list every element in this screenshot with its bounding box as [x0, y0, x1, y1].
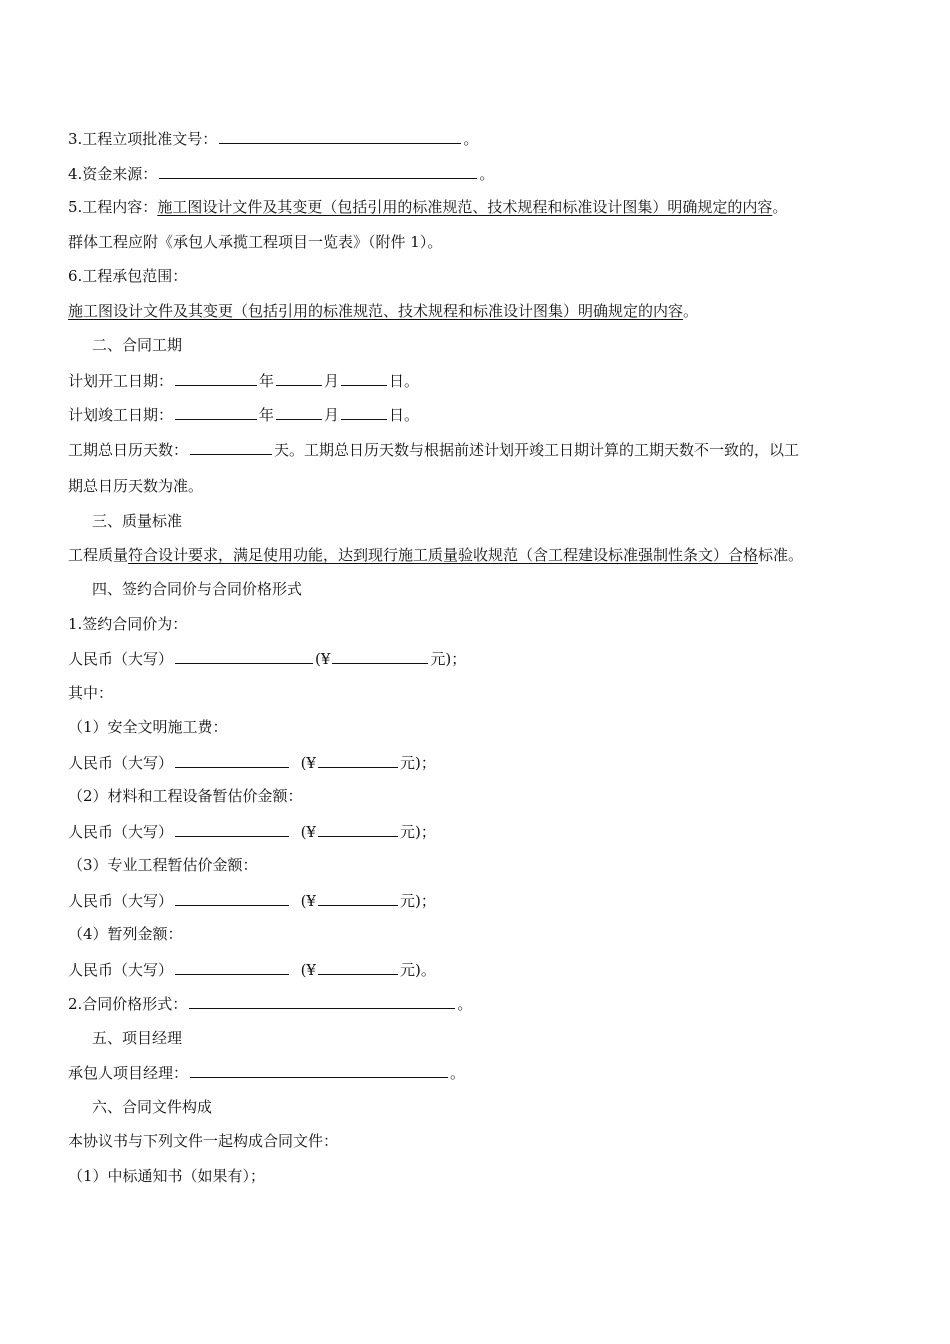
planned-start-label: 计划开工日期： — [68, 372, 174, 390]
safety-fee-title: （1）安全文明施工费： — [68, 718, 228, 736]
price-form-blank — [189, 993, 455, 1009]
contract-price-figures-blank — [332, 648, 428, 664]
planned-start-line: 计划开工日期： 年 月 日。 — [68, 372, 420, 390]
period-heading: 二、合同工期 — [92, 336, 183, 354]
provisional-sum-words-blank — [175, 959, 289, 975]
start-day-blank — [341, 370, 387, 386]
funds-source-blank — [159, 163, 477, 179]
start-year-blank — [175, 370, 257, 386]
finish-month-blank — [276, 404, 322, 420]
specialty-estimate-amount-line: 人民币（大写） (¥ 元)； — [68, 892, 436, 910]
specialty-estimate-figures-blank — [318, 890, 398, 906]
approval-number-line: 3.工程立项批准文号： 。 — [68, 130, 479, 148]
total-days-line: 工期总日历天数： 天。工期总日历天数与根据前述计划开竣工日期计算的工期天数不一致的，以工 — [68, 441, 800, 459]
contract-price-amount-line: 人民币（大写） (¥ 元)； — [68, 650, 467, 668]
quality-standard-text: 符合设计要求，满足使用功能，达到现行施工质量验收规范（含工程建设标准强制性条文）合格 — [128, 546, 759, 564]
price-form-line: 2.合同价格形式： 。 — [68, 995, 473, 1013]
specialty-estimate-title: （3）专业工程暂估价金额： — [68, 856, 258, 874]
total-days-label: 工期总日历天数： — [68, 441, 189, 459]
project-content-text: 施工图设计文件及其变更（包括引用的标准规范、技术规程和标准设计图集）明确规定的内容 — [157, 198, 773, 216]
safety-fee-amount-line: 人民币（大写） (¥ 元)； — [68, 754, 436, 772]
approval-number-label: 3.工程立项批准文号： — [68, 130, 218, 148]
safety-fee-figures-blank — [318, 752, 398, 768]
funds-source-line: 4.资金来源： 。 — [68, 165, 495, 183]
quality-heading: 三、质量标准 — [92, 512, 183, 530]
documents-intro: 本协议书与下列文件一起构成合同文件： — [68, 1132, 339, 1150]
documents-heading: 六、合同文件构成 — [92, 1098, 213, 1116]
total-days-blank — [190, 439, 272, 455]
safety-fee-words-blank — [175, 752, 289, 768]
provisional-sum-figures-blank — [318, 959, 398, 975]
planned-finish-line: 计划竣工日期： 年 月 日。 — [68, 406, 420, 424]
contract-price-words-blank — [175, 648, 313, 664]
quality-standard-line: 工程质量符合设计要求，满足使用功能，达到现行施工质量验收规范（含工程建设标准强制性条文）合格标准。 — [68, 546, 804, 564]
provisional-sum-title: （4）暂列金额： — [68, 925, 183, 943]
manager-heading: 五、项目经理 — [92, 1029, 183, 1047]
project-content-line: 5.工程内容：施工图设计文件及其变更（包括引用的标准规范、技术规程和标准设计图集）明确规定的内容。 — [68, 198, 788, 216]
contract-scope-line: 施工图设计文件及其变更（包括引用的标准规范、技术规程和标准设计图集）明确规定的内容。 — [68, 302, 699, 320]
finish-year-blank — [175, 404, 257, 420]
price-heading: 四、签约合同价与合同价格形式 — [92, 580, 303, 598]
project-manager-blank — [190, 1062, 448, 1078]
material-estimate-words-blank — [175, 821, 289, 837]
finish-day-blank — [341, 404, 387, 420]
funds-source-label: 4.资金来源： — [68, 165, 158, 183]
planned-finish-label: 计划竣工日期： — [68, 406, 174, 424]
material-estimate-figures-blank — [318, 821, 398, 837]
approval-number-blank — [219, 128, 461, 144]
specialty-estimate-words-blank — [175, 890, 289, 906]
group-project-note: 群体工程应附《承包人承揽工程项目一览表》（附件 1）。 — [68, 233, 443, 251]
among-label: 其中： — [68, 684, 114, 702]
provisional-sum-amount-line: 人民币（大写） (¥ 元)。 — [68, 961, 436, 979]
project-manager-label: 承包人项目经理： — [68, 1064, 189, 1082]
material-estimate-title: （2）材料和工程设备暂估价金额： — [68, 787, 303, 805]
total-days-line-2: 期总日历天数为准。 — [68, 477, 204, 495]
material-estimate-amount-line: 人民币（大写） (¥ 元)； — [68, 823, 436, 841]
contract-scope-label: 6.工程承包范围： — [68, 267, 188, 285]
start-month-blank — [276, 370, 322, 386]
price-form-label: 2.合同价格形式： — [68, 995, 188, 1013]
project-content-label: 5.工程内容： — [68, 198, 158, 216]
contract-price-label: 1.签约合同价为： — [68, 615, 188, 633]
documents-item-1: （1）中标通知书（如果有）； — [68, 1167, 266, 1185]
project-manager-line: 承包人项目经理： 。 — [68, 1064, 466, 1082]
contract-scope-text: 施工图设计文件及其变更（包括引用的标准规范、技术规程和标准设计图集）明确规定的内容 — [68, 302, 684, 320]
